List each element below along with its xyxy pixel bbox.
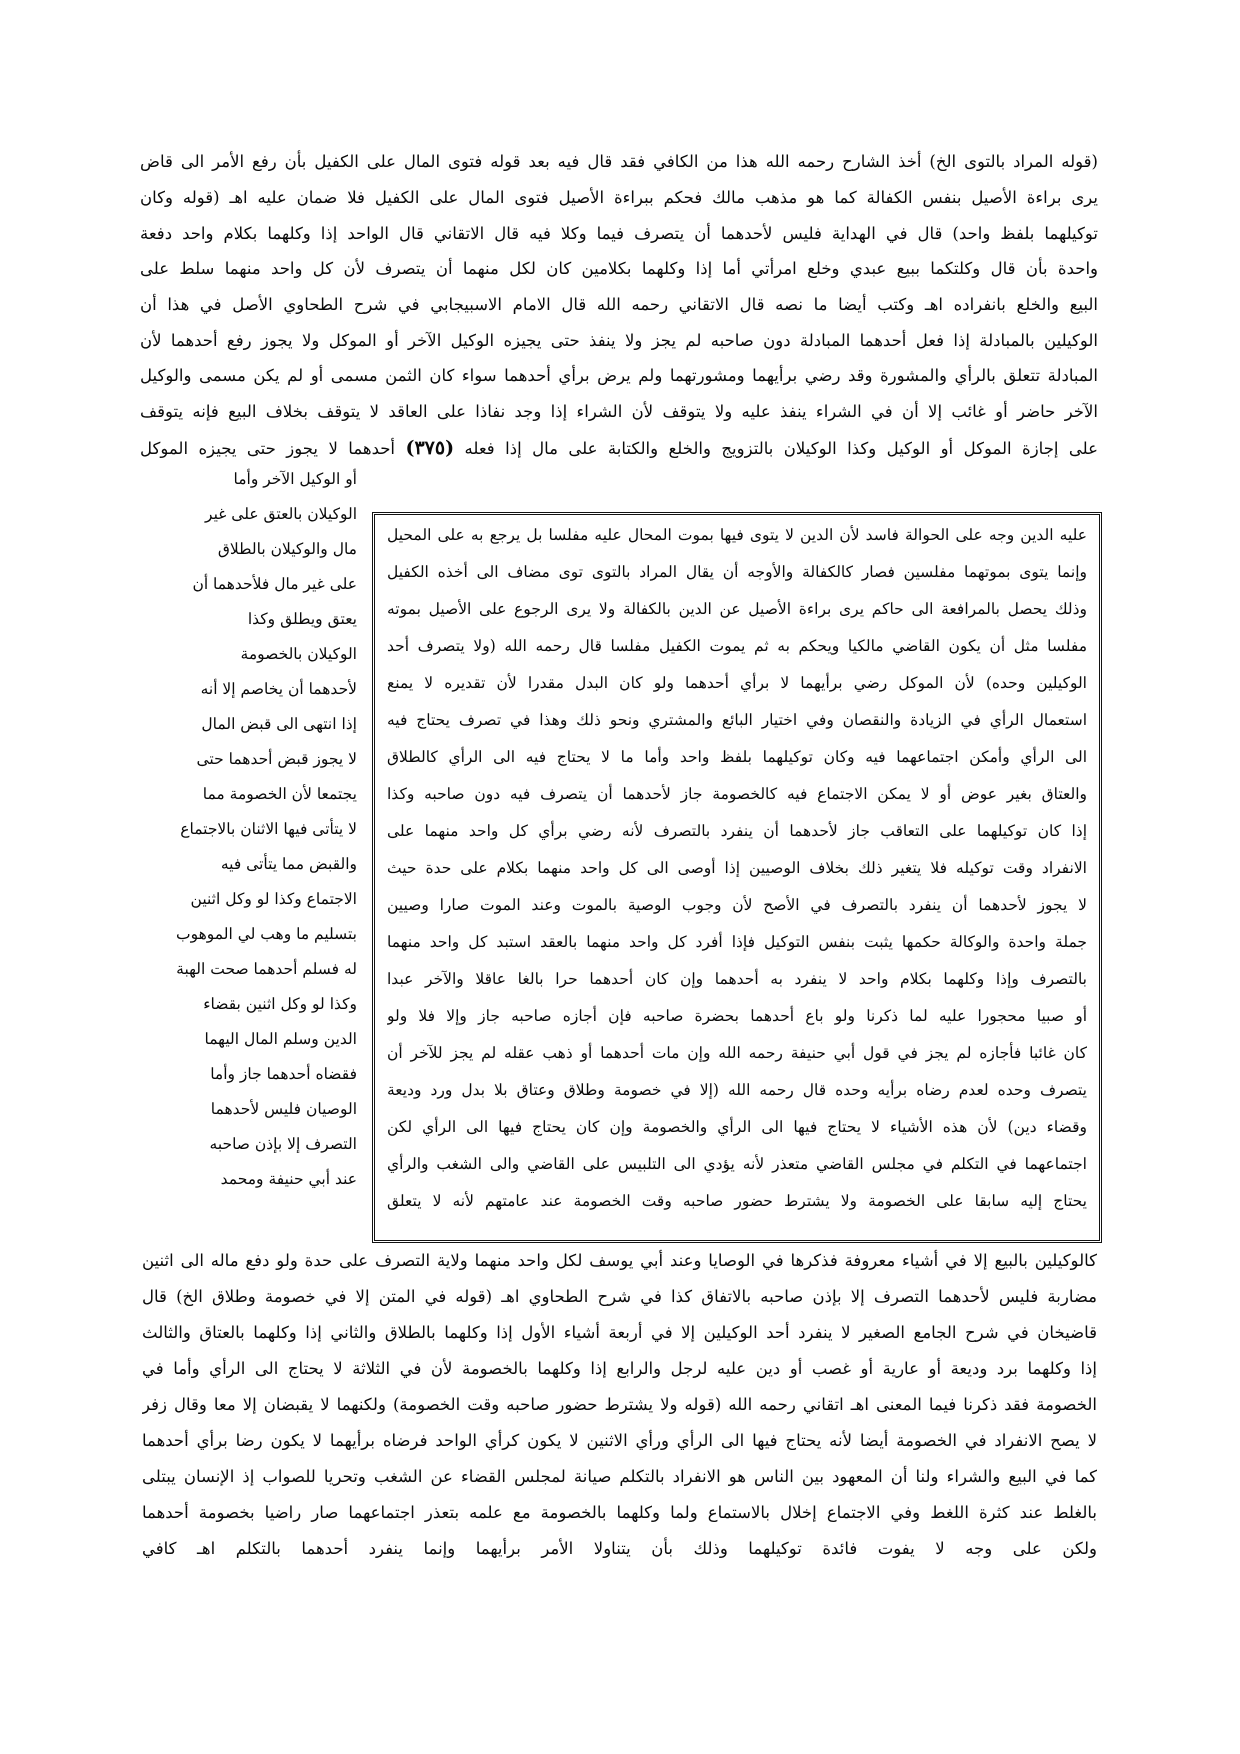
side-line-21: عند أبي حنيفة ومحمد	[220, 1170, 357, 1188]
side-line-18: فقضاه أحدهما جاز وأما	[210, 1065, 357, 1083]
frame-line-11: لا يجوز لأحدهما أن ينفرد بالتصرف في الأصح لأن وجوب الوصية بالموت وعند الموت صارا وصيين	[387, 896, 1087, 914]
side-line-8: إذا انتهى الى قبض المال	[201, 715, 357, 733]
top-line-7: المبادلة تتعلق بالرأي والمشورة وقد رضي برأيهما ومشورتهما ولم يرض برأي أحدهما سواء كان الثمن مسمى أو لم يكن مسمى والوكيل	[140, 366, 1098, 385]
bottom-line-4: إذا وكلهما برد وديعة أو عارية أو غصب أو دين عليه لرجل والرابع إذا وكلهما بالخصومة لأن في الثلاثة لا يحتاج الى الرأي وأما في	[142, 1359, 1097, 1378]
side-line-11: لا يتأتى فيها الاثنان بالاجتماع	[180, 820, 357, 838]
frame-line-4: مفلسا مثل أن يكون القاضي مالكيا ويحكم به ثم يموت الكفيل مفلسا قال رحمه الله (ولا يتصرف أحد	[387, 637, 1087, 655]
side-line-4: على غير مال فلأحدهما أن	[192, 575, 357, 593]
side-line-17: الدين وسلم المال اليهما	[204, 1030, 357, 1048]
side-line-15: له فسلم أحدهما صحت الهبة	[176, 960, 357, 978]
side-line-20: التصرف إلا بإذن صاحبه	[209, 1135, 357, 1153]
side-line-1: أو الوكيل الآخر وأما	[233, 470, 357, 488]
frame-line-1: عليه الدين وجه على الحوالة فاسد لأن الدين لا يتوى فيها بموت المحال عليه مفلسا بل يرجع به على المحيل	[387, 526, 1087, 544]
side-line-13: الاجتماع وكذا لو وكل اثنين	[190, 890, 357, 908]
frame-line-9: إذا كان توكيلهما على التعاقب جاز لأحدهما أن ينفرد بالتصرف لأنه رضي برأي كل واحد منهما على	[387, 822, 1087, 840]
frame-line-17: وقضاء دين) لأن هذه الأشياء لا يحتاج فيها الى الرأي والخصومة وإن كان يحتاج فيها الى الرأي لكن	[387, 1118, 1087, 1136]
bottom-line-6: لا يصح الانفراد في الخصومة أيضا لأنه يحتاج فيها الى الرأي ورأي الاثنين لا يكون كرأي الواحد فرضاه برأيهما لا يكون رضا برأي أحدهما	[142, 1431, 1097, 1450]
frame-line-3: وذلك يحصل بالمرافعة الى حاكم يرى براءة الأصيل عن الدين بالكفالة ولا يرى الرجوع على الأصيل بموته	[387, 600, 1087, 618]
commentary-frame	[372, 512, 1102, 1243]
frame-line-8: والعتاق بغير عوض أو لا يمكن الاجتماع فيه كالخصومة جاز لأحدهما أن يتصرف فيه دون صاحبه وكذا	[387, 785, 1087, 803]
frame-line-6: استعمال الرأي في الزيادة والنقصان وفي اختيار البائع والمشتري ونحو ذلك وهذا في تصرف يحتاج فيه	[387, 711, 1087, 729]
bottom-line-7: كما في البيع والشراء ولنا أن المعهود بين الناس هو الانفراد بالتكلم صيانة لمجلس القضاء عن الشغب وتحريا للصواب إذ الإنسان يبتلى	[142, 1467, 1097, 1486]
bottom-line-1: كالوكيلين بالبيع إلا في أشياء معروفة فذكرها في الوصايا وعند أبي يوسف لكل واحد منهما ولاية التصرف على حدة ولو دفع ماله الى اثنين	[142, 1251, 1097, 1270]
frame-line-16: يتصرف وحده لعدم رضاه برأيه وحده قال رحمه الله (إلا في خصومة وطلاق وعتاق بلا بدل ورد وديعة	[387, 1081, 1087, 1099]
top-line-5: البيع والخلع بانفراده اهـ وكتب أيضا ما نصه قال الاتقاني رحمه الله قال الامام الاسبيجابي في شرح الطحاوي الأصل في هذا أن	[140, 295, 1098, 314]
frame-line-7: الى الرأي وأمكن اجتماعهما فيه وكان توكيلهما بلفظ واحد وأما ما لا يحتاج فيه الى الرأي كالطلاق	[387, 748, 1087, 766]
frame-line-5: الوكيلين وحده) لأن الموكل رضي برأيهما لا برأي أحدهما ولو كان البدل مقدرا لأن تقديره لا يمنع	[387, 674, 1087, 692]
side-line-2: الوكيلان بالعتق على غير	[205, 505, 357, 523]
frame-line-19: يحتاج إليه سابقا على الخصومة ولا يشترط حضور صاحبه وقت الخصومة عند عامتهم لأنه لا يتعلق	[387, 1192, 1087, 1210]
frame-line-10: الانفراد وقت توكيله فلا يتغير ذلك بخلاف الوصيين إذا أوصى الى كل واحد منهما بكلام على حدة حيث	[387, 859, 1087, 877]
top-line-4: واحدة بأن قال وكلتكما ببيع عبدي وخلع امرأتي أما إذا وكلهما بكلامين كان لكل منهما أن يتصرف لأن كل واحد منهما سلط على	[140, 259, 1098, 278]
side-line-5: يعتق ويطلق وكذا	[247, 610, 357, 628]
top-line-9: على إجازة الموكل أو الوكيل وكذا الوكيلان بالتزويج والخلع والكتابة على مال إذا فعله (٣٧٥) أحدهما لا يجوز حتى يجيزه الموكل	[140, 437, 1098, 459]
side-line-9: لا يجوز قبض أحدهما حتى	[196, 750, 357, 768]
side-line-7: لأحدهما أن يخاصم إلا أنه	[200, 680, 357, 698]
top-line-8: الآخر حاضر أو غائب إلا أن في الشراء ينفذ عليه ولا يتوقف لأن الشراء إذا وجد نفاذا على العاقد لا يتوقف بخلاف البيع فإنه يتوقف	[140, 402, 1098, 421]
bottom-line-9: ولكن على وجه لا يفوت فائدة توكيلهما وذلك بأن يتناولا الأمر برأيهما وإنما ينفرد أحدهما بالتكلم اهـ كافي	[142, 1539, 1097, 1558]
frame-line-2: وإنما يتوى بموتهما مفلسين فصار كالكفالة والأوجه أن يقال المراد بالتوى توى مضاف الى أخذه الكفيل	[387, 563, 1087, 581]
side-line-19: الوصيان فليس لأحدهما	[210, 1100, 357, 1118]
frame-line-15: كان غائبا فأجازه لم يجز في قول أبي حنيفة رحمه الله وإن مات أحدهما أو ذهب عقله لم يجز للآخر أن	[387, 1044, 1087, 1062]
frame-line-18: اجتماعهما في التكلم في مجلس القاضي متعذر لأنه يؤدي الى التلبيس على القاضي والى الشغب والرأي	[387, 1155, 1087, 1173]
frame-line-13: بالتصرف وإذا وكلهما بكلام واحد لا ينفرد به أحدهما وإن كان أحدهما حرا بالغا عاقلا والآخر عبدا	[387, 970, 1087, 988]
top-line-3: توكيلهما بلفظ واحد) قال في الهداية فليس لأحدهما أن يتصرف فيما وكلا فيه قال الاتقاني قال الواحد إذا وكلهما بكلام واحد دفعة	[140, 224, 1098, 243]
bottom-line-3: قاضيخان في شرح الجامع الصغير لا ينفرد أحد الوكيلين إلا في أربعة أشياء الأول إذا وكلهما بالطلاق والثاني إذا وكلهما بالعتاق والثالث	[142, 1323, 1097, 1342]
side-line-3: مال والوكيلان بالطلاق	[217, 540, 357, 558]
side-line-16: وكذا لو وكل اثنين بقضاء	[203, 995, 357, 1013]
side-line-10: يجتمعا لأن الخصومة مما	[202, 785, 357, 803]
top-line-1: (قوله المراد بالتوى الخ) أخذ الشارح رحمه الله هذا من الكافي فقد قال فيه بعد قوله فتوى المال على الكفيل بأن رفع الأمر الى قاض	[140, 152, 1098, 171]
side-line-12: والقبض مما يتأتى فيه	[220, 855, 357, 873]
top-line-2: يرى براءة الأصيل بنفس الكفالة كما هو مذهب مالك فحكم ببراءة الأصيل فتوى المال على الكفيل فلا ضمان عليه اهـ (قوله وكان	[140, 188, 1098, 207]
bottom-line-5: الخصومة فقد ذكرنا فيما المعنى اهـ اتقاني رحمه الله (قوله ولا يشترط حضور صاحبه وقت الخصومة) ولكنهما لا يقبضان إلا معا وقال زفر	[142, 1395, 1097, 1414]
bottom-line-2: مضاربة فليس لأحدهما التصرف إلا بإذن صاحبه بالاتفاق كذا في شرح الطحاوي اهـ (قوله في المتن إلا في خصومة وطلاق الخ) قال	[142, 1287, 1097, 1306]
side-line-6: الوكيلان بالخصومة	[240, 645, 357, 663]
page-number: (٣٧٥)	[405, 437, 455, 459]
frame-line-14: أو صبيا محجورا عليه لما ذكرنا ولو باع أحدهما بحضرة صاحبه فإن أجازه صاحبه جاز وإلا فلا ولو	[387, 1007, 1087, 1025]
top-line-6: الوكيلين بالمبادلة إذا فعل أحدهما المبادلة دون صاحبه لم يجز ولا ينفذ حتى يجيزه الوكيل الآخر أو الموكل ولا يجوز رفع أحدهما لأن	[140, 331, 1098, 350]
frame-line-12: جملة واحدة والوكالة حكمها يثبت بنفس التوكيل فإذا أفرد كل واحد منهما بالعقد استبد كل واحد منهما	[387, 933, 1087, 951]
bottom-line-8: بالغلط عند كثرة اللغط وفي الاجتماع إخلال بالاستماع ولما وكلهما بالخصومة مع علمه بتعذر اجتماعهما صار راضيا بخصومة أحدهما	[142, 1503, 1097, 1522]
side-line-14: بتسليم ما وهب لي الموهوب	[176, 925, 357, 943]
